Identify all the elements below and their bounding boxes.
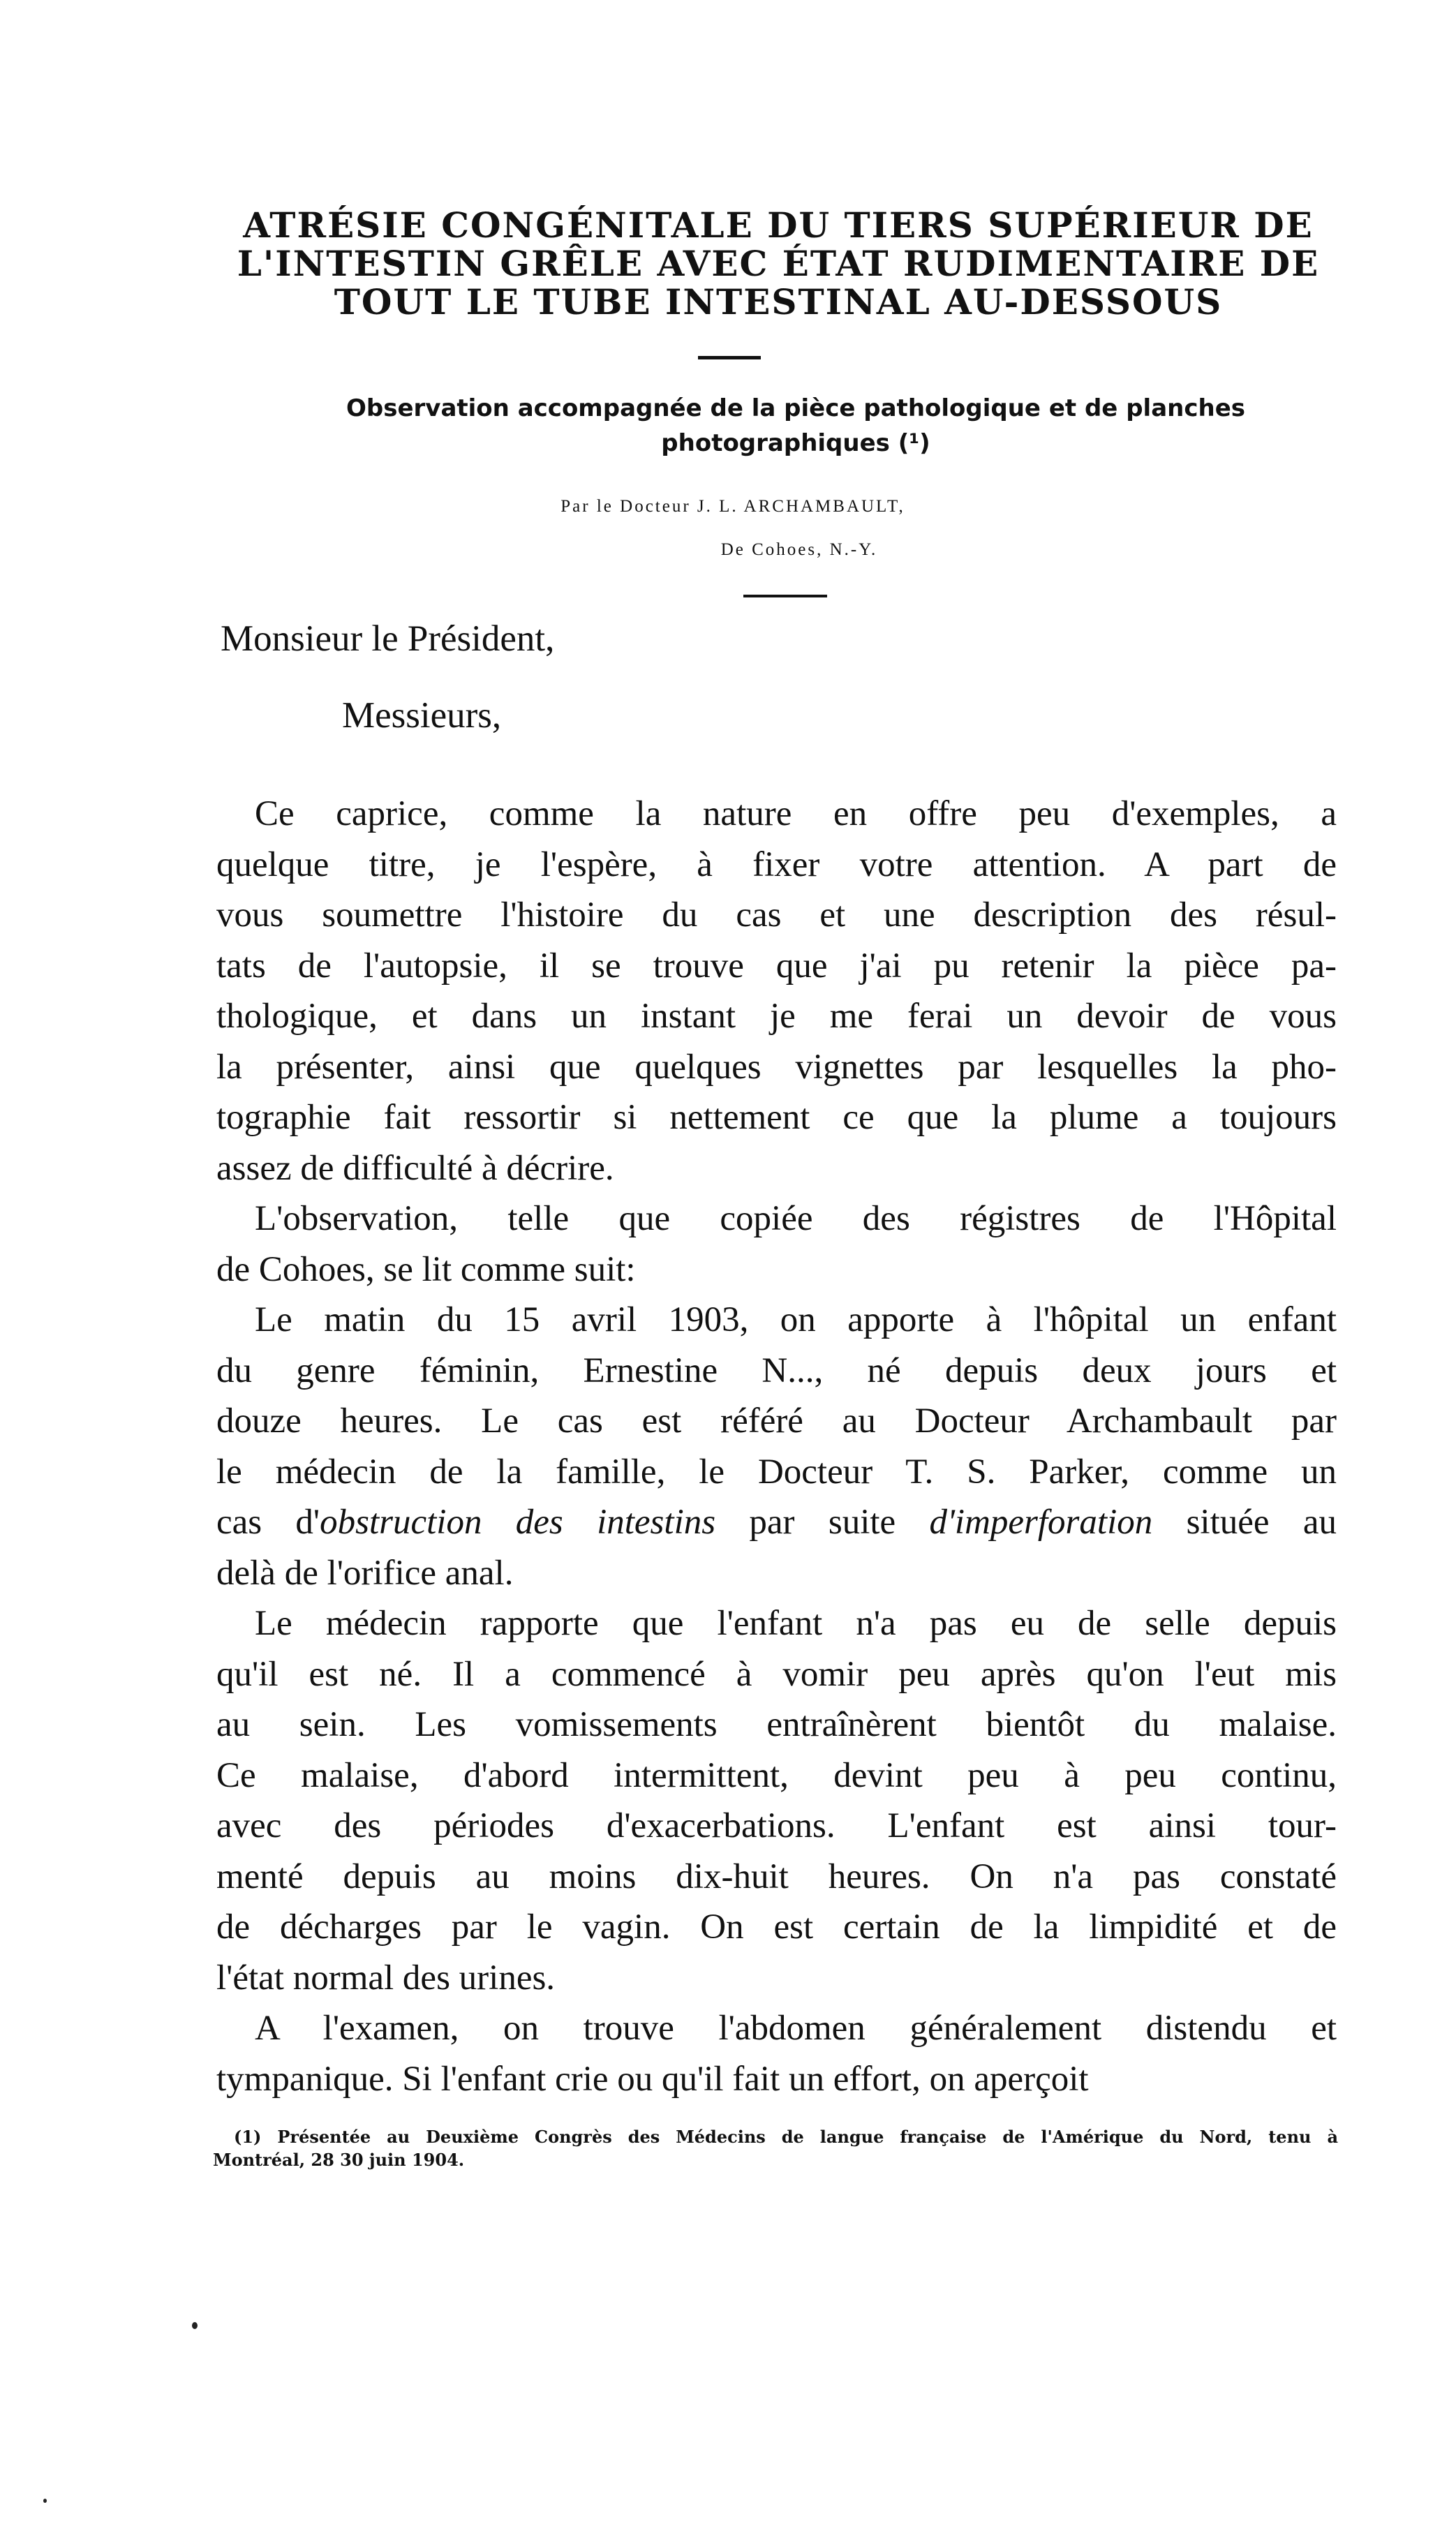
text-line bbox=[216, 2003, 1337, 2054]
text-segment: delà de l'orifice anal. bbox=[216, 1553, 514, 1593]
text-segment: tympanique. Si l'enfant crie ou qu'il fait un effort, on aperçoit bbox=[216, 2059, 1089, 2099]
text-line bbox=[216, 1750, 1337, 1801]
text-segment: la présenter, ainsi que quelques vignettes par lesquelles la pho- bbox=[216, 1047, 1337, 1087]
text-line bbox=[216, 1497, 1337, 1548]
footnote-line: Montréal, 28 30 juin 1904. bbox=[213, 2150, 465, 2170]
article-subtitle bbox=[307, 391, 1284, 461]
salutation-president: Monsieur le Président, bbox=[221, 618, 555, 659]
text-line bbox=[216, 1953, 1337, 2004]
text-line bbox=[216, 789, 1337, 840]
text-line bbox=[216, 1143, 1337, 1194]
text-line bbox=[216, 1447, 1337, 1498]
title-line: ATRÉSIE CONGÉNITALE DU TIERS SUPÉRIEUR DE bbox=[243, 204, 1314, 246]
text-line bbox=[216, 1295, 1337, 1346]
text-line bbox=[216, 1649, 1337, 1700]
text-segment: Ce caprice, comme la nature en offre peu d'exemples, a bbox=[255, 794, 1337, 833]
text-line bbox=[216, 991, 1337, 1042]
text-segment: menté depuis au moins dix-huit heures. On n'a pas constaté bbox=[216, 1857, 1337, 1896]
text-line bbox=[216, 890, 1337, 941]
text-segment: quelque titre, je l'espère, à fixer votre attention. A part de bbox=[216, 845, 1337, 884]
subtitle-line: Observation accompagnée de la pièce pathologique et de planches bbox=[346, 394, 1246, 422]
text-line bbox=[216, 1396, 1337, 1447]
text-line bbox=[216, 1700, 1337, 1750]
subtitle-line: photographiques (¹) bbox=[661, 429, 930, 457]
text-segment: thologique, et dans un instant je me ferai un devoir de vous bbox=[216, 997, 1337, 1036]
page-speck bbox=[43, 2499, 47, 2503]
title-divider bbox=[698, 356, 761, 359]
text-line bbox=[216, 1244, 1337, 1295]
text-segment: avec des périodes d'exacerbations. L'enfant est ainsi tour- bbox=[216, 1806, 1337, 1845]
text-line bbox=[216, 1852, 1337, 1903]
text-segment: Le médecin rapporte que l'enfant n'a pas eu de selle depuis bbox=[255, 1604, 1337, 1643]
text-segment: au sein. Les vomissements entraînèrent bientôt du malaise. bbox=[216, 1705, 1337, 1744]
text-segment: cas d' bbox=[216, 1503, 320, 1542]
text-line bbox=[216, 840, 1337, 891]
body-text bbox=[216, 789, 1337, 2104]
title-line: TOUT LE TUBE INTESTINAL AU-DESSOUS bbox=[334, 281, 1223, 322]
text-line bbox=[216, 1598, 1337, 1649]
text-line bbox=[216, 1548, 1337, 1599]
text-line bbox=[216, 1193, 1337, 1244]
text-segment: Le matin du 15 avril 1903, on apporte à l'hôpital un enfant bbox=[255, 1300, 1337, 1339]
author-line: Par le Docteur J. L. ARCHAMBAULT, bbox=[560, 497, 905, 516]
text-segment: de décharges par le vagin. On est certain de la limpidité et de bbox=[216, 1908, 1337, 1947]
text-segment: de Cohoes, se lit comme suit: bbox=[216, 1249, 636, 1289]
text-line bbox=[216, 941, 1337, 992]
location-line: De Cohoes, N.-Y. bbox=[720, 540, 878, 559]
article-title bbox=[209, 206, 1347, 321]
text-segment: qu'il est né. Il a commencé à vomir peu après qu'on l'eut mis bbox=[216, 1654, 1337, 1694]
text-line bbox=[216, 1092, 1337, 1143]
italic-phrase: obstruction des intestins bbox=[320, 1503, 716, 1542]
footnote bbox=[213, 2125, 1338, 2171]
text-segment: L'observation, telle que copiée des régistres de l'Hôpital bbox=[255, 1199, 1337, 1238]
text-segment: vous soumettre l'histoire du cas et une description des résul- bbox=[216, 895, 1337, 935]
text-segment: l'état normal des urines. bbox=[216, 1958, 556, 1998]
title-line: L'INTESTIN GRÊLE AVEC ÉTAT RUDIMENTAIRE DE bbox=[237, 243, 1320, 284]
byline bbox=[419, 485, 1047, 572]
text-segment: douze heures. Le cas est référé au Docteur Archambault par bbox=[216, 1401, 1337, 1441]
text-segment: Ce malaise, d'abord intermittent, devint peu à peu continu, bbox=[216, 1755, 1337, 1795]
text-segment: située au bbox=[1152, 1503, 1337, 1542]
text-segment: par suite bbox=[715, 1503, 930, 1542]
text-line bbox=[216, 1346, 1337, 1397]
text-segment: A l'examen, on trouve l'abdomen généralement distendu et bbox=[255, 2009, 1337, 2048]
footnote-line: (1) Présentée au Deuxième Congrès des Médecins de langue française de l'Amérique du Nord, tenu à bbox=[234, 2127, 1338, 2147]
text-line bbox=[216, 1042, 1337, 1093]
text-segment: tographie fait ressortir si nettement ce que la plume a toujours bbox=[216, 1098, 1337, 1137]
text-segment: du genre féminin, Ernestine N..., né depuis deux jours et bbox=[216, 1351, 1337, 1390]
byline-divider bbox=[743, 595, 827, 597]
salutation-messieurs: Messieurs, bbox=[342, 695, 502, 736]
page-speck bbox=[192, 2322, 198, 2329]
text-line bbox=[216, 2054, 1337, 2105]
text-line bbox=[216, 1902, 1337, 1953]
text-segment: tats de l'autopsie, il se trouve que j'ai pu retenir la pièce pa- bbox=[216, 946, 1337, 986]
text-segment: le médecin de la famille, le Docteur T. S. Parker, comme un bbox=[216, 1452, 1337, 1492]
text-line bbox=[216, 1801, 1337, 1852]
text-segment: assez de difficulté à décrire. bbox=[216, 1148, 614, 1188]
italic-phrase: d'imperforation bbox=[929, 1503, 1153, 1542]
